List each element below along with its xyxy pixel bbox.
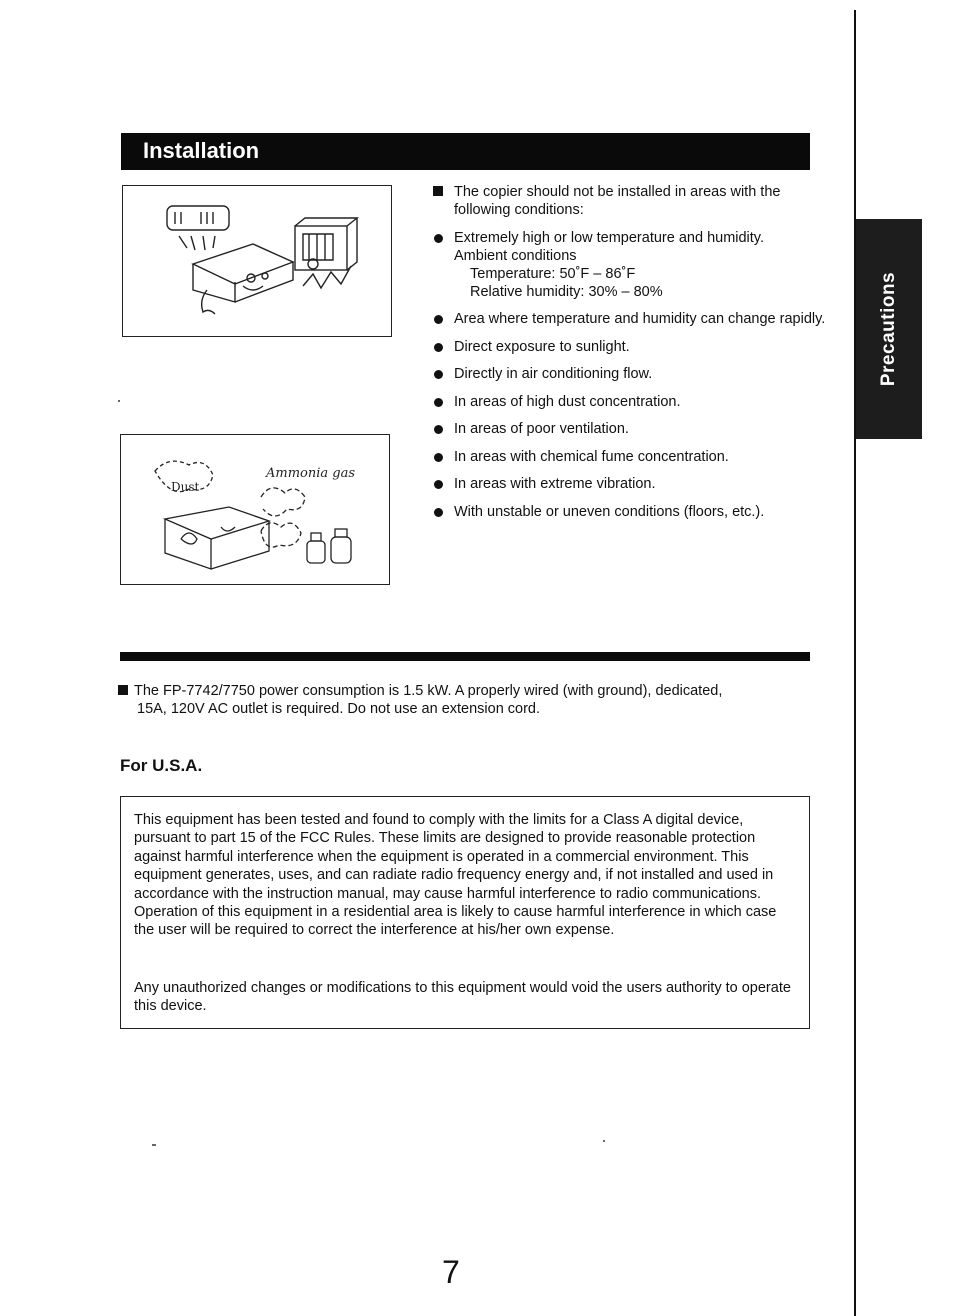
condition-text: In areas of poor ventilation. xyxy=(454,421,629,437)
dust-label: Dust xyxy=(171,480,200,494)
condition-text: In areas with chemical fume concentration. xyxy=(454,448,729,465)
page-edge-rule xyxy=(854,10,856,1316)
bullet-icon xyxy=(434,425,443,434)
condition-text: In areas of high dust concentration. xyxy=(454,393,681,410)
side-tab-label: Precautions xyxy=(878,271,899,387)
bullet-icon xyxy=(434,370,443,379)
gas-bottle-icon xyxy=(307,541,325,563)
gas-bottle-icon xyxy=(331,537,351,563)
page-number: 7 xyxy=(442,1254,460,1290)
section-title-banner xyxy=(121,133,810,170)
square-bullet-icon xyxy=(118,685,128,695)
list-item xyxy=(432,229,832,301)
condition-text: Area where temperature and humidity can change rapidly. xyxy=(454,311,826,327)
condition-text: Extremely high or low temperature and humidity. xyxy=(454,229,765,246)
usa-heading: For U.S.A. xyxy=(120,756,203,775)
air-conditioner-icon xyxy=(167,206,229,230)
section-side-tab xyxy=(856,219,922,439)
scan-speck xyxy=(152,1144,156,1146)
list-item xyxy=(432,365,832,383)
copier-icon xyxy=(193,244,293,284)
fcc-paragraph-2: Any unauthorized changes or modifications to this equipment would void the users authority to operate this device. xyxy=(134,980,791,1015)
copier-aircon-drawing xyxy=(123,186,391,336)
figure-dust-gas-illustration xyxy=(120,434,390,585)
power-requirement-note xyxy=(118,682,798,718)
fcc-paragraph-1: This equipment has been tested and found to comply with the limits for a Class A digital device, pursuant to part 15 of the FCC Rules. These limits are designed to provide reasonable protection against harmful interference when the equipment is operated in a commercial environment. This equipment generates, uses, and can radiate radio frequency energy and, if not installed and used in accordance with the instruction manual, may cause harmful interference to radio communications. Operation of this equipment in a residential area is likely to cause harmful interference in which case the user will be required to correct the interference at his/her own expense. xyxy=(134,812,777,939)
power-line-1: The FP-7742/7750 power consumption is 1.5 kW. A properly wired (with ground), dedicated, xyxy=(134,683,723,699)
copier-icon xyxy=(165,507,269,539)
bullet-icon xyxy=(434,234,443,243)
list-item xyxy=(432,310,832,328)
list-item xyxy=(432,420,832,438)
bullet-icon xyxy=(434,453,443,462)
bullet-icon xyxy=(434,480,443,489)
condition-text: Directly in air conditioning flow. xyxy=(454,366,653,382)
list-item-intro xyxy=(432,183,832,219)
copier-dust-gas-drawing xyxy=(121,435,389,584)
bullet-icon xyxy=(434,343,443,352)
bullet-icon xyxy=(434,398,443,407)
installation-conditions-list xyxy=(432,183,832,530)
bullet-icon xyxy=(434,508,443,517)
section-divider xyxy=(120,652,810,661)
fcc-notice-box xyxy=(120,796,810,1029)
conditions-intro: The copier should not be installed in areas with the following conditions: xyxy=(454,184,781,218)
section-title: Installation xyxy=(143,138,260,163)
ambient-heading: Ambient conditions xyxy=(454,247,577,264)
ammonia-label: Ammonia gas xyxy=(266,466,356,481)
scan-speck xyxy=(603,1140,605,1142)
bullet-icon xyxy=(434,315,443,324)
power-line-2: 15A, 120V AC outlet is required. Do not use an extension cord. xyxy=(137,701,541,717)
list-item xyxy=(432,393,832,411)
figure-aircon-illustration xyxy=(122,185,392,337)
list-item xyxy=(432,338,832,356)
square-bullet-icon xyxy=(433,186,443,196)
list-item xyxy=(432,448,832,466)
ambient-temperature: Temperature: 50˚F – 86˚F xyxy=(470,265,636,282)
ambient-humidity: Relative humidity: 30% – 80% xyxy=(470,283,663,300)
condition-text: In areas with extreme vibration. xyxy=(454,476,656,492)
condition-text: With unstable or uneven conditions (floors, etc.). xyxy=(454,503,765,520)
list-item xyxy=(432,475,832,493)
list-item xyxy=(432,503,832,521)
scan-speck xyxy=(118,400,120,402)
condition-text: Direct exposure to sunlight. xyxy=(454,338,630,355)
